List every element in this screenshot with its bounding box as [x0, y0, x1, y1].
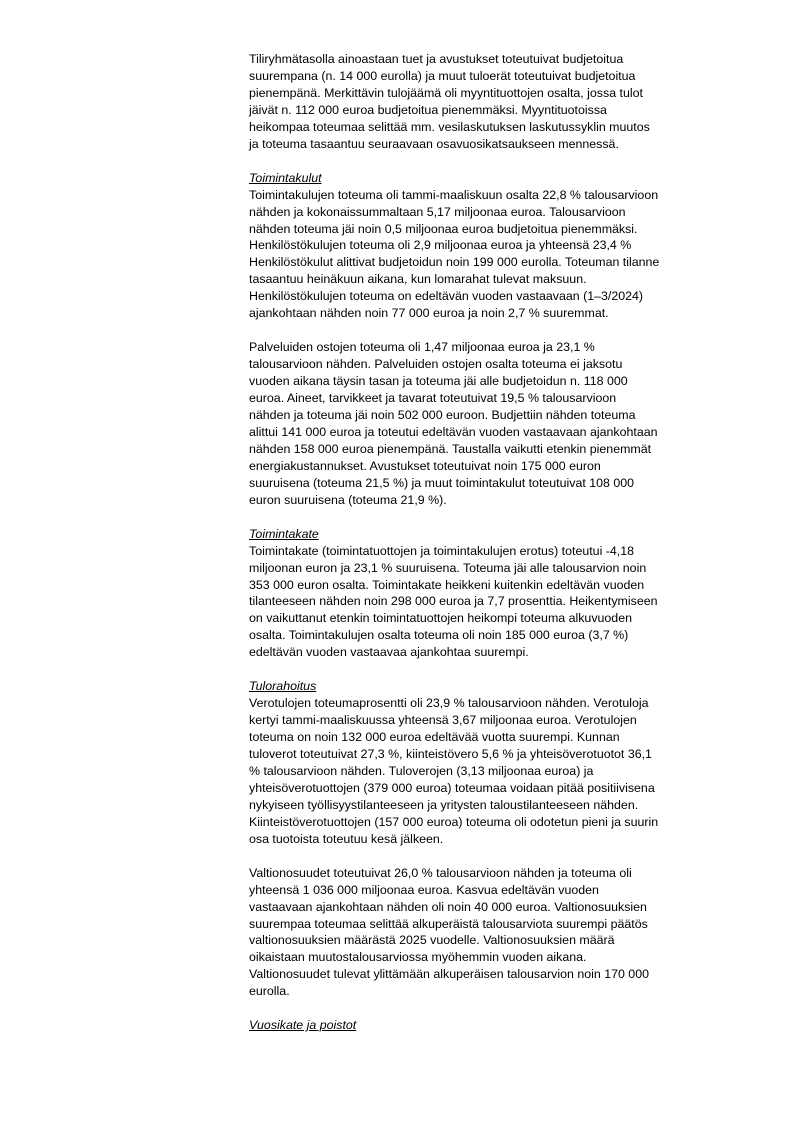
text-line: valtionosuuksien määrästä 2025 vuodelle. Valtionosuuksien määrä — [249, 933, 615, 948]
text-line: Palveluiden ostojen toteuma oli 1,47 miljoonaa euroa ja 23,1 % — [249, 340, 595, 355]
text-line: Toimintakate (toimintatuottojen ja toimintakulujen erotus) toteutui -4,18 — [249, 543, 635, 558]
text-line: Verotulojen toteumaprosentti oli 23,9 % talousarvioon nähden. Verotuloja — [249, 696, 649, 711]
text-line: osalta. Toimintakulujen osalta toteuma oli noin 185 000 euroa (3,7 %) — [249, 628, 629, 643]
paragraph-spacer — [249, 153, 769, 170]
text-line: vastaavaan ajankohtaan nähden oli noin 40 000 euroa. Valtionosuuksien — [249, 899, 647, 914]
text-line: pienempänä. Merkittävin tulojäämä oli myyntituottojen osalta, jossa tulot — [249, 85, 643, 100]
text-line: nähden ja kokonaissummaltaan 5,17 miljoonaa euroa. Talousarvioon — [249, 204, 626, 219]
text-line: nykyiseen työllisyystilanteeseen ja yritysten taloustilanteeseen nähden. — [249, 797, 639, 812]
text-line: Henkilöstökulujen toteuma on edeltävän vuoden vastaavaan (1–3/2024) — [249, 289, 644, 304]
text-line: yhteensä 1 036 000 miljoonaa euroa. Kasvua edeltävän vuoden — [249, 882, 599, 897]
text-line: ja toteuma tasaantuu seuraavaan osavuosikatsaukseen mennessä. — [249, 136, 619, 151]
text-line: yhteisöverotuottojen (379 000 euroa) toteumaa voidaan pitää positiivisena — [249, 780, 655, 795]
text-line: % talousarvioon nähden. Tuloverojen (3,13 miljoonaa euroa) ja — [249, 763, 594, 778]
text-line: euron suuruisena (toteuma 21,9 %). — [249, 492, 447, 507]
text-line: osa tuotoista toteutuu kesä jälkeen. — [249, 831, 444, 846]
tulorahoitus-paragraph-2 — [249, 865, 769, 1001]
text-line: tasaantuu heinäkuun aikana, kun lomarahat tulevat maksuun. — [249, 272, 587, 287]
text-line: Kiinteistöverotuottojen (157 000 euroa) toteuma oli odotetun pieni ja suurin — [249, 814, 659, 829]
document-body — [249, 51, 769, 1034]
text-line: edeltävän vuoden vastaavaa ajankohtaa suurempi. — [249, 645, 529, 660]
text-line: Tiliryhmätasolla ainoastaan tuet ja avustukset toteutuivat budjetoitua — [249, 52, 624, 66]
paragraph-spacer — [249, 661, 769, 678]
heading-vuosikate-ja-poistot: Vuosikate ja poistot — [249, 1018, 357, 1033]
text-line: ajankohtaan nähden noin 77 000 euroa ja noin 2,7 % suuremmat. — [249, 306, 609, 321]
text-line: Valtionosuudet tulevat ylittämään alkuperäisen talousarvion noin 170 000 — [249, 967, 649, 982]
text-line: Henkilöstökulujen toteuma oli 2,9 miljoonaa euroa ja yhteensä 23,4 % — [249, 238, 632, 253]
paragraph-spacer — [249, 509, 769, 526]
paragraph-spacer — [249, 322, 769, 339]
toimintakate-paragraph — [249, 543, 769, 662]
toimintakulut-paragraph-2 — [249, 339, 769, 509]
text-line: 353 000 euron osalta. Toimintakate heikkeni kuitenkin edeltävän vuoden — [249, 577, 645, 592]
tulorahoitus-paragraph-1 — [249, 695, 769, 848]
text-line: oikaistaan muutostalousarviossa myöhemmin vuoden aikana. — [249, 950, 587, 965]
intro-paragraph — [249, 51, 769, 153]
paragraph-spacer — [249, 1000, 769, 1017]
text-line: talousarvioon nähden. Palveluiden ostojen osalta toteuma ei jaksotu — [249, 357, 623, 372]
text-line: jäivät n. 112 000 euroa budjetoitua pienemmäksi. Myyntituotoissa — [249, 102, 607, 117]
text-line: suuruisena (toteuma 21,5 %) ja muut toimintakulut toteutuivat 108 000 — [249, 475, 635, 490]
text-line: tilanteeseen nähden noin 298 000 euroa ja 7,7 prosenttia. Heikentymiseen — [249, 594, 658, 609]
heading-toimintakulut: Toimintakulut — [249, 170, 322, 185]
text-line: nähden 158 000 euroa pienempänä. Taustalla vaikutti etenkin pienemmät — [249, 441, 652, 456]
text-line: Henkilöstökulut alittivat budjetoidun noin 199 000 eurolla. Toteuman tilanne — [249, 255, 660, 270]
text-line: Valtionosuudet toteutuivat 26,0 % talousarvioon nähden ja toteuma oli — [249, 865, 632, 880]
heading-tulorahoitus: Tulorahoitus — [249, 679, 317, 694]
toimintakulut-paragraph-1 — [249, 187, 769, 323]
text-line: miljoonan euron ja 23,1 % suuruisena. Toteuma jäi alle talousarvion noin — [249, 560, 647, 575]
text-line: suurempaa toteumaa selittää alkuperäistä talousarviota suurempi päätös — [249, 916, 648, 931]
heading-toimintakate: Toimintakate — [249, 526, 319, 541]
text-line: nähden toteuma jäi noin 0,5 miljoonaa euroa budjetoitua pienemmäksi. — [249, 221, 638, 236]
text-line: tuloverot toteutuivat 27,3 %, kiinteistövero 5,6 % ja yhteisöverotuotot 36,1 — [249, 747, 652, 762]
text-line: euroa. Aineet, tarvikkeet ja tavarat toteutuivat 19,5 % talousarvioon — [249, 391, 617, 406]
text-line: energiakustannukset. Avustukset toteutuivat noin 175 000 euron — [249, 458, 601, 473]
text-line: on vaikuttanut etenkin toimintatuottojen heikompi toteuma alkuvuoden — [249, 611, 632, 626]
text-line: vuoden aikana täysin tasan ja toteuma jäi alle budjetoidun n. 118 000 — [249, 374, 628, 389]
text-line: Toimintakulujen toteuma oli tammi-maaliskuun osalta 22,8 % talousarvioon — [249, 187, 659, 202]
text-line: suurempana (n. 14 000 eurolla) ja muut tuloerät toteutuivat budjetoitua — [249, 68, 636, 83]
text-line: heikompaa toteumaa selittää mm. vesilaskutuksen laskutussyklin muutos — [249, 119, 650, 134]
paragraph-spacer — [249, 848, 769, 865]
text-line: kertyi tammi-maaliskuussa yhteensä 3,67 miljoonaa euroa. Verotulojen — [249, 713, 637, 728]
text-line: nähden ja toteuma jäi noin 502 000 euroon. Budjettiin nähden toteuma — [249, 407, 636, 422]
text-line: alittui 141 000 euroa ja toteutui edeltävän vuoden vastaavaan ajankohtaan — [249, 424, 658, 439]
text-line: eurolla. — [249, 984, 290, 999]
text-line: toteuma on noin 132 000 euroa edeltävää vuotta suurempi. Kunnan — [249, 730, 620, 745]
